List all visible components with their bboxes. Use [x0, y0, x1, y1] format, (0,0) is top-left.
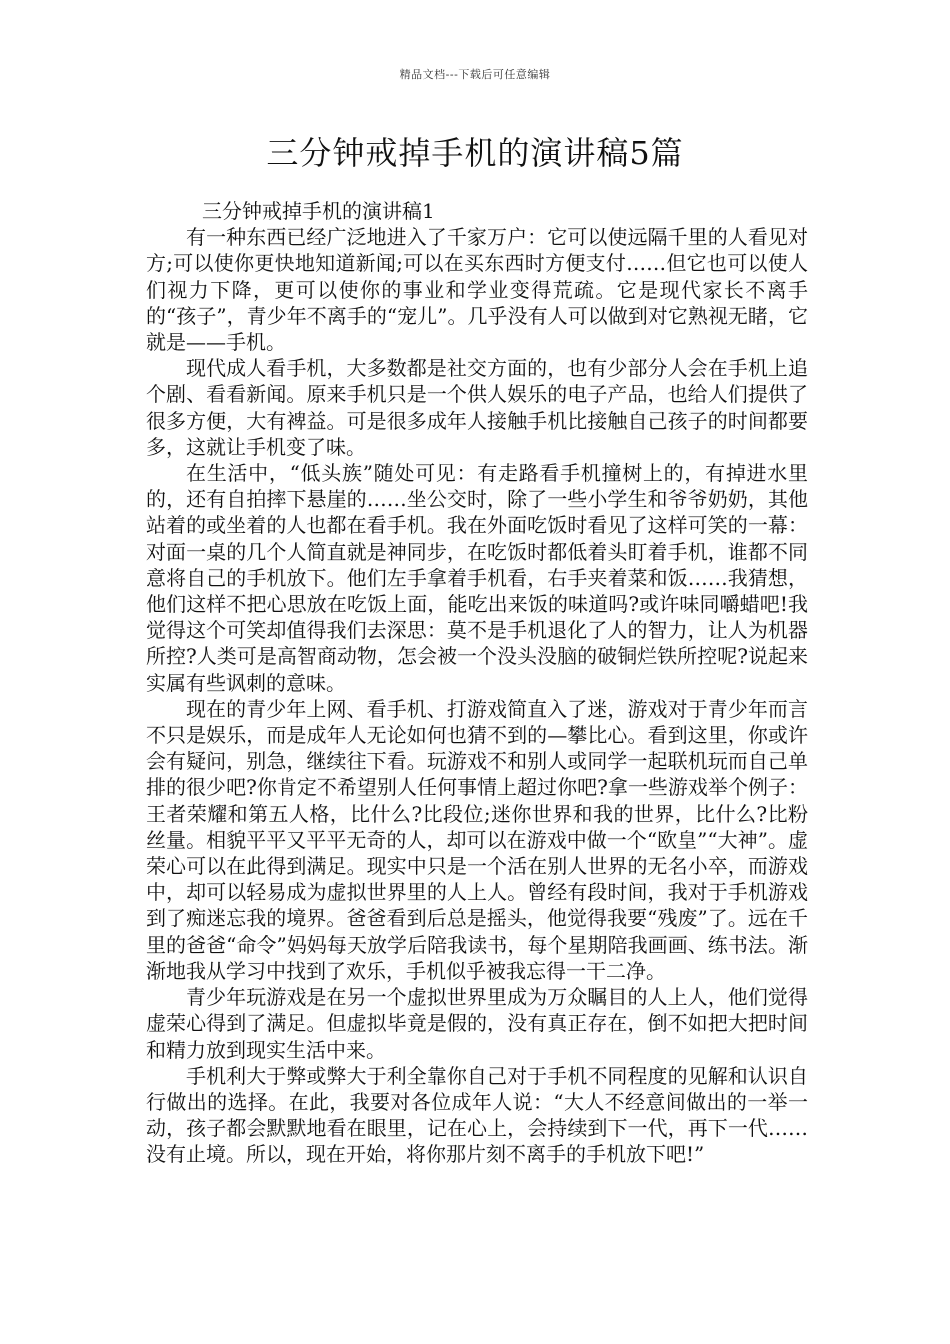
document-title: 三分钟戒掉手机的演讲稿5篇	[266, 134, 684, 172]
paragraph: 在生活中，“低头族”随处可见：有走路看手机撞树上的，有掉进水里的，还有自拍摔下悬崖的……坐公交时，除了一些小学生和爷爷奶奶，其他站着的或坐着的人也都在看手机。我在外面吃饭时看见了这样可笑的一幕：对面一桌的几个人简直就是神同步，在吃饭时都低着头盯着手机，谁都不同意将自己的手机放下。他们左手拿着手机看，右手夹着菜和饭……我猜想，他们这样不把心思放在吃饭上面，能吃出来饭的味道吗?或许味同嚼蜡吧!我觉得这个可笑却值得我们去深思：莫不是手机退化了人的智力，让人为机器所控?人类可是高智商动物，怎会被一个没头没脑的破铜烂铁所控呢?说起来实属有些讽刺的意味。	[146, 461, 808, 695]
paragraph: 有一种东西已经广泛地进入了千家万户：它可以使远隔千里的人看见对方;可以使你更快地知道新闻;可以在买东西时方便支付……但它也可以使人们视力下降，更可以使你的事业和学业变得荒疏。它是现代家长不离手的“孩子”，青少年不离手的“宠儿”。几乎没有人可以做到对它熟视无睹，它就是——手机。	[146, 225, 808, 355]
header-note: 精品文档---下载后可任意编辑	[399, 68, 551, 81]
paragraph: 现代成人看手机，大多数都是社交方面的，也有少部分人会在手机上追个剧、看看新闻。原来手机只是一个供人娱乐的电子产品，也给人们提供了很多方便，大有裨益。可是很多成年人接触手机比接触自己孩子的时间都要多，这就让手机变了味。	[146, 356, 808, 459]
paragraph: 现在的青少年上网、看手机、打游戏简直入了迷，游戏对于青少年而言不只是娱乐，而是成年人无论如何也猜不到的—攀比心。看到这里，你或许会有疑问，别急，继续往下看。玩游戏不和别人或同学一起联机玩而自己单排的很少吧?你肯定不希望别人任何事情上超过你吧?拿一些游戏举个例子：王者荣耀和第五人格，比什么?比段位;迷你世界和我的世界，比什么?比粉丝量。相貌平平又平平无奇的人，却可以在游戏中做一个“欧皇”“大神”。虚荣心可以在此得到满足。现实中只是一个活在别人世界的无名小卒，而游戏中，却可以轻易成为虚拟世界里的人上人。曾经有段时间，我对于手机游戏到了痴迷忘我的境界。爸爸看到后总是摇头，他觉得我要“残废”了。远在千里的爸爸“命令”妈妈每天放学后陪我读书，每个星期陪我画画、练书法。渐渐地我从学习中找到了欢乐，手机似乎被我忘得一干二净。	[146, 696, 808, 983]
paragraph: 手机利大于弊或弊大于利全靠你自己对于手机不同程度的见解和认识自行做出的选择。在此，我要对各位成年人说：“大人不经意间做出的一举一动，孩子都会默默地看在眼里，记在心上，会持续到下一代，再下一代……没有止境。所以，现在开始，将你那片刻不离手的手机放下吧!”	[146, 1063, 808, 1167]
section-heading: 三分钟戒掉手机的演讲稿1	[202, 199, 435, 223]
document-body	[146, 198, 808, 1168]
paragraph: 青少年玩游戏是在另一个虚拟世界里成为万众瞩目的人上人，他们觉得虚荣心得到了满足。但虚拟毕竟是假的，没有真正存在，倒不如把大把时间和精力放到现实生活中来。	[146, 985, 808, 1062]
